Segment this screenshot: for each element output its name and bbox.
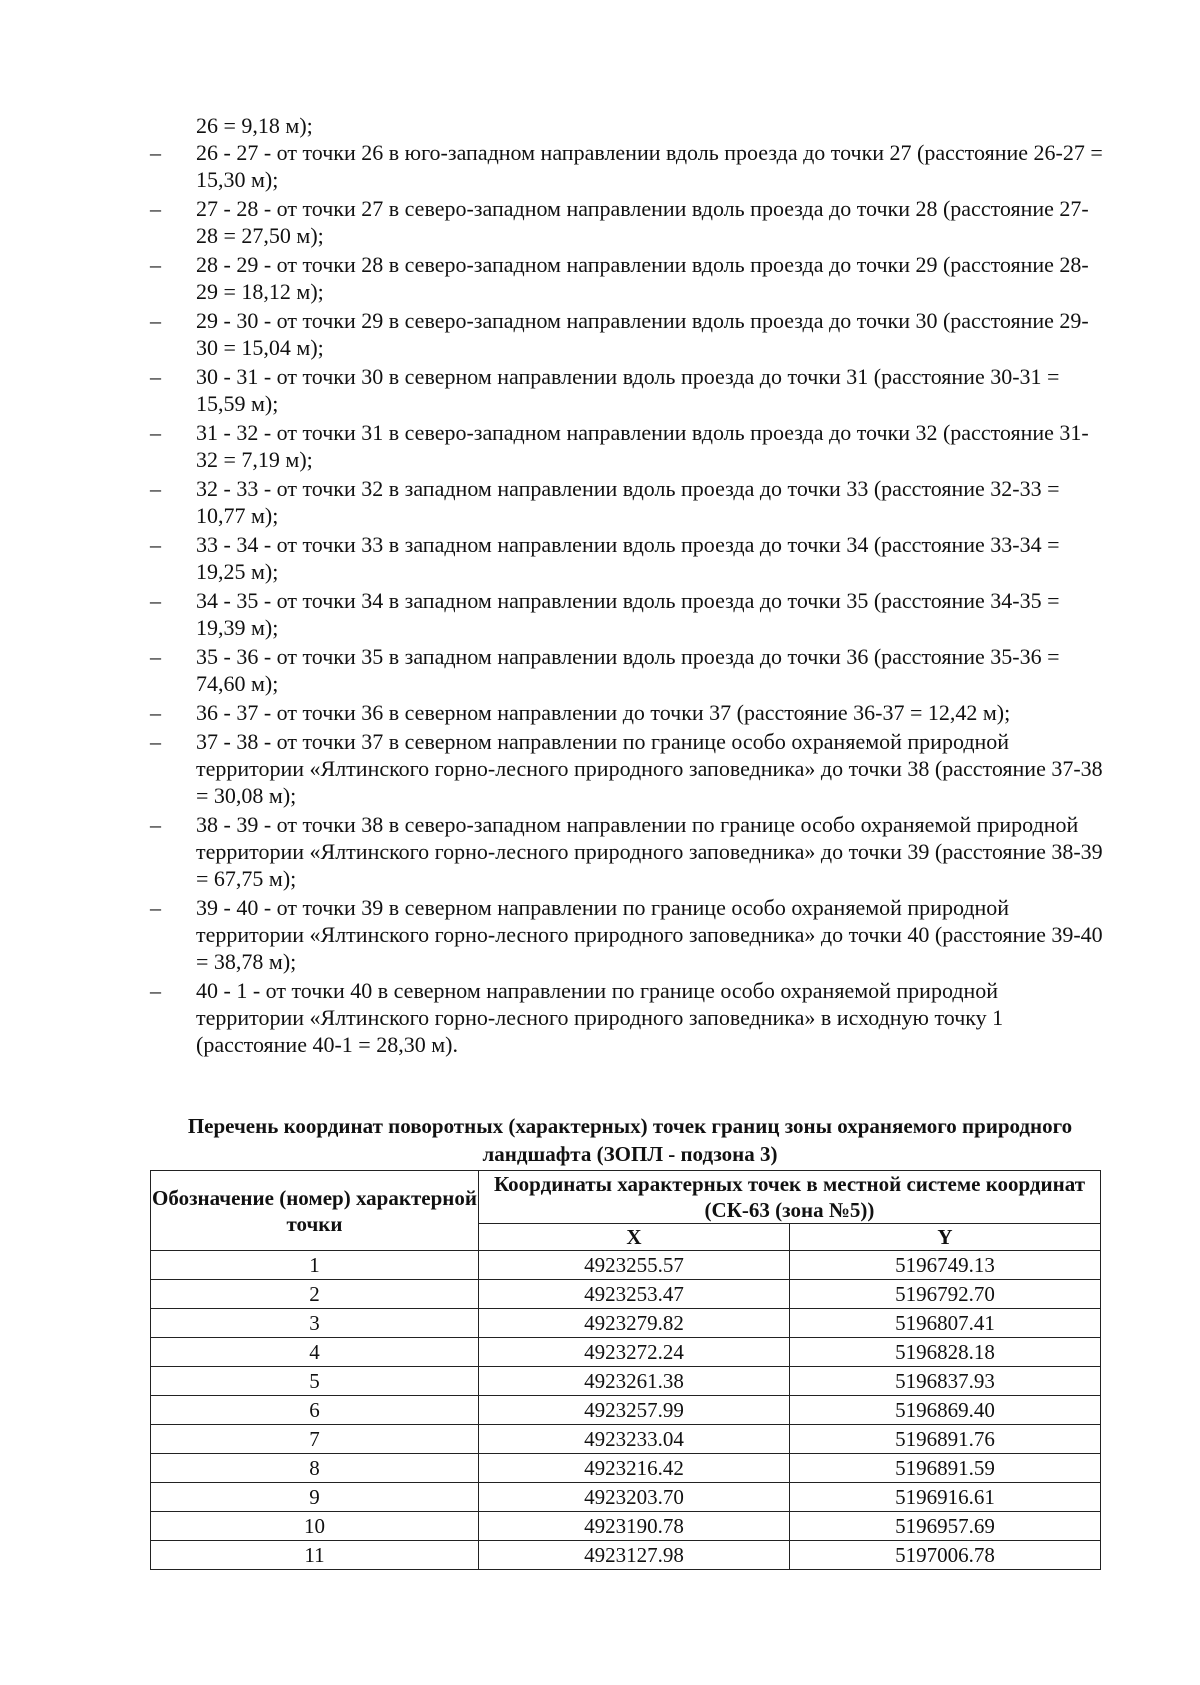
cell-point: 2 (151, 1280, 479, 1309)
cell-x: 4923253.47 (479, 1280, 790, 1309)
cell-point: 8 (151, 1454, 479, 1483)
cell-x: 4923261.38 (479, 1367, 790, 1396)
list-item (150, 643, 1110, 697)
list-item-text: 40 - 1 - от точки 40 в северном направлении по границе особо охраняемой природной территории «Ялтинского горно-лесного природного заповедника» в исходную точку 1 (расстояние 40-1 = 28,30 м). (196, 978, 1004, 1057)
cell-y: 5196891.59 (790, 1454, 1101, 1483)
header-coordinates: Координаты характерных точек в местной системе координат (СК-63 (зона №5)) (479, 1171, 1101, 1224)
coordinates-table (150, 1170, 1101, 1570)
cell-point: 5 (151, 1367, 479, 1396)
list-item (150, 139, 1110, 193)
cell-y: 5196749.13 (790, 1251, 1101, 1280)
cell-y: 5196792.70 (790, 1280, 1101, 1309)
list-dash: – (150, 895, 161, 920)
header-point-number: Обозначение (номер) характерной точки (151, 1171, 479, 1251)
list-dash: – (150, 644, 161, 669)
cell-x: 4923272.24 (479, 1338, 790, 1367)
list-dash: – (150, 252, 161, 277)
list-dash: – (150, 364, 161, 389)
list-item (150, 587, 1110, 641)
cell-point: 6 (151, 1396, 479, 1425)
list-dash: – (150, 196, 161, 221)
table-row (151, 1338, 1101, 1367)
table-title: Перечень координат поворотных (характерных) точек границ зоны охраняемого природного ландшафта (ЗОПЛ - подзона 3) (187, 1114, 1073, 1166)
list-dash: – (150, 700, 161, 725)
cell-x: 4923255.57 (479, 1251, 790, 1280)
list-dash: – (150, 308, 161, 333)
header-x: X (479, 1224, 790, 1251)
list-dash: – (150, 978, 161, 1003)
list-item-text: 35 - 36 - от точки 35 в западном направлении вдоль проезда до точки 36 (расстояние 35-36 = 74,60 м); (196, 644, 1060, 696)
cell-x: 4923127.98 (479, 1541, 790, 1570)
cell-point: 9 (151, 1483, 479, 1512)
cell-y: 5197006.78 (790, 1541, 1101, 1570)
table-row (151, 1251, 1101, 1280)
continued-line: 26 = 9,18 м); (196, 113, 313, 138)
list-item-text: 34 - 35 - от точки 34 в западном направлении вдоль проезда до точки 35 (расстояние 34-35 = 19,39 м); (196, 588, 1060, 640)
cell-y: 5196916.61 (790, 1483, 1101, 1512)
cell-y: 5196837.93 (790, 1367, 1101, 1396)
table-row (151, 1483, 1101, 1512)
header-y: Y (790, 1224, 1101, 1251)
list-item (150, 419, 1110, 473)
table-row (151, 1367, 1101, 1396)
list-dash: – (150, 812, 161, 837)
table-row (151, 1425, 1101, 1454)
cell-point: 7 (151, 1425, 479, 1454)
cell-x: 4923233.04 (479, 1425, 790, 1454)
list-item-text: 32 - 33 - от точки 32 в западном направлении вдоль проезда до точки 33 (расстояние 32-33 = 10,77 м); (196, 476, 1060, 528)
cell-point: 1 (151, 1251, 479, 1280)
cell-y: 5196869.40 (790, 1396, 1101, 1425)
list-dash: – (150, 476, 161, 501)
list-item (150, 728, 1110, 809)
cell-x: 4923279.82 (479, 1309, 790, 1338)
cell-point: 10 (151, 1512, 479, 1541)
table-row (151, 1541, 1101, 1570)
list-item (150, 363, 1110, 417)
list-dash: – (150, 729, 161, 754)
cell-point: 4 (151, 1338, 479, 1367)
list-item-text: 31 - 32 - от точки 31 в северо-западном направлении вдоль проезда до точки 32 (расстояние 31-32 = 7,19 м); (196, 420, 1089, 472)
list-item-text: 38 - 39 - от точки 38 в северо-западном направлении по границе особо охраняемой природной территории «Ялтинского горно-лесного природного заповедника» до точки 39 (расстояние 38-39 = 67,75 м); (196, 812, 1103, 891)
cell-y: 5196891.76 (790, 1425, 1101, 1454)
list-item-text: 27 - 28 - от точки 27 в северо-западном направлении вдоль проезда до точки 28 (расстояние 27-28 = 27,50 м); (196, 196, 1089, 248)
cell-y: 5196828.18 (790, 1338, 1101, 1367)
cell-x: 4923203.70 (479, 1483, 790, 1512)
table-row (151, 1512, 1101, 1541)
cell-x: 4923257.99 (479, 1396, 790, 1425)
cell-y: 5196957.69 (790, 1512, 1101, 1541)
list-item (150, 475, 1110, 529)
table-row (151, 1280, 1101, 1309)
list-item-text: 29 - 30 - от точки 29 в северо-западном направлении вдоль проезда до точки 30 (расстояние 29-30 = 15,04 м); (196, 308, 1089, 360)
list-item (150, 894, 1110, 975)
list-dash: – (150, 420, 161, 445)
table-row (151, 1309, 1101, 1338)
list-item-text: 39 - 40 - от точки 39 в северном направлении по границе особо охраняемой природной территории «Ялтинского горно-лесного природного заповедника» до точки 40 (расстояние 39-40 = 38,78 м); (196, 895, 1103, 974)
list-item (150, 977, 1110, 1058)
list-item-text: 37 - 38 - от точки 37 в северном направлении по границе особо охраняемой природной территории «Ялтинского горно-лесного природного заповедника» до точки 38 (расстояние 37-38 = 30,08 м); (196, 729, 1103, 808)
table-row (151, 1396, 1101, 1425)
cell-y: 5196807.41 (790, 1309, 1101, 1338)
list-item-text: 33 - 34 - от точки 33 в западном направлении вдоль проезда до точки 34 (расстояние 33-34 = 19,25 м); (196, 532, 1060, 584)
cell-x: 4923216.42 (479, 1454, 790, 1483)
list-item (150, 195, 1110, 249)
list-dash: – (150, 140, 161, 165)
cell-x: 4923190.78 (479, 1512, 790, 1541)
table-row (151, 1454, 1101, 1483)
list-item (150, 531, 1110, 585)
boundary-description-list (150, 139, 1110, 1060)
list-dash: – (150, 532, 161, 557)
list-item-text: 30 - 31 - от точки 30 в северном направлении вдоль проезда до точки 31 (расстояние 30-31 = 15,59 м); (196, 364, 1060, 416)
list-item-text: 36 - 37 - от точки 36 в северном направлении до точки 37 (расстояние 36-37 = 12,42 м); (196, 700, 1011, 725)
list-item (150, 307, 1110, 361)
cell-point: 3 (151, 1309, 479, 1338)
cell-point: 11 (151, 1541, 479, 1570)
list-item-text: 26 - 27 - от точки 26 в юго-западном направлении вдоль проезда до точки 27 (расстояние 26-27 = 15,30 м); (196, 140, 1103, 192)
list-item (150, 251, 1110, 305)
list-dash: – (150, 588, 161, 613)
list-item (150, 811, 1110, 892)
list-item-text: 28 - 29 - от точки 28 в северо-западном направлении вдоль проезда до точки 29 (расстояние 28-29 = 18,12 м); (196, 252, 1089, 304)
list-item (150, 699, 1110, 726)
